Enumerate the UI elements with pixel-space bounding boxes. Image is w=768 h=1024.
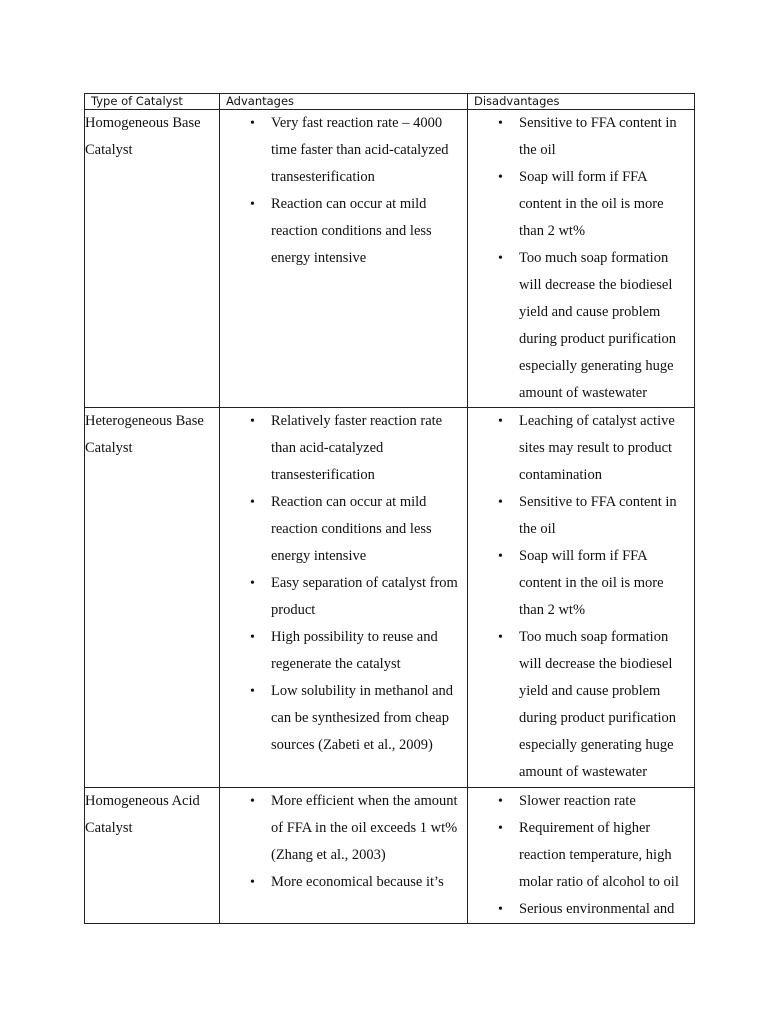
header-type-of-catalyst: Type of Catalyst — [85, 94, 220, 110]
list-item: • Sensitive to FFA content in the oil — [468, 110, 690, 164]
list-item: • Serious environmental and — [468, 896, 690, 923]
disadvantages-cell — [468, 788, 695, 924]
list-item: • Very fast reaction rate – 4000 time faster than acid-catalyzed transesterification — [220, 110, 463, 191]
list-item: • Soap will form if FFA content in the oil is more than 2 wt% — [468, 164, 690, 245]
header-disadvantages: Disadvantages — [468, 94, 695, 110]
list-item: • Leaching of catalyst active sites may result to product contamination — [468, 408, 690, 489]
disadvantages-list — [468, 788, 694, 923]
disadvantages-cell — [468, 110, 695, 408]
list-item: • Too much soap formation will decrease the biodiesel yield and cause problem during product purification especially generating huge amount of wastewater — [468, 245, 690, 407]
table-header-row — [85, 94, 695, 110]
list-item: • Reaction can occur at mild reaction conditions and less energy intensive — [220, 489, 463, 570]
advantages-cell — [220, 788, 468, 924]
table-row — [85, 788, 695, 924]
list-item: • Soap will form if FFA content in the oil is more than 2 wt% — [468, 543, 690, 624]
list-item: • Too much soap formation will decrease the biodiesel yield and cause problem during product purification especially generating huge amount of wastewater — [468, 624, 690, 786]
table-row — [85, 110, 695, 408]
list-item: • Low solubility in methanol and can be synthesized from cheap sources (Zabeti et al., 2009) — [220, 678, 463, 759]
table-row — [85, 408, 695, 788]
disadvantages-cell — [468, 408, 695, 788]
list-item: • More efficient when the amount of FFA in the oil exceeds 1 wt% (Zhang et al., 2003) — [220, 788, 463, 869]
list-item: • More economical because it’s — [220, 869, 463, 896]
disadvantages-list — [468, 408, 694, 786]
advantages-list — [220, 788, 467, 896]
advantages-cell — [220, 408, 468, 788]
advantages-list — [220, 408, 467, 759]
list-item: • Relatively faster reaction rate than acid-catalyzed transesterification — [220, 408, 463, 489]
list-item: • Sensitive to FFA content in the oil — [468, 489, 690, 543]
header-advantages: Advantages — [220, 94, 468, 110]
disadvantages-list — [468, 110, 694, 407]
catalyst-comparison-table — [84, 93, 695, 924]
list-item: • High possibility to reuse and regenerate the catalyst — [220, 624, 463, 678]
list-item: • Slower reaction rate — [468, 788, 690, 815]
list-item: • Reaction can occur at mild reaction conditions and less energy intensive — [220, 191, 463, 272]
catalyst-type-cell: Heterogeneous Base Catalyst — [85, 408, 220, 788]
advantages-cell — [220, 110, 468, 408]
catalyst-type-cell: Homogeneous Base Catalyst — [85, 110, 220, 408]
catalyst-type-cell: Homogeneous Acid Catalyst — [85, 788, 220, 924]
list-item: • Requirement of higher reaction temperature, high molar ratio of alcohol to oil — [468, 815, 690, 896]
list-item: • Easy separation of catalyst from product — [220, 570, 463, 624]
advantages-list — [220, 110, 467, 272]
